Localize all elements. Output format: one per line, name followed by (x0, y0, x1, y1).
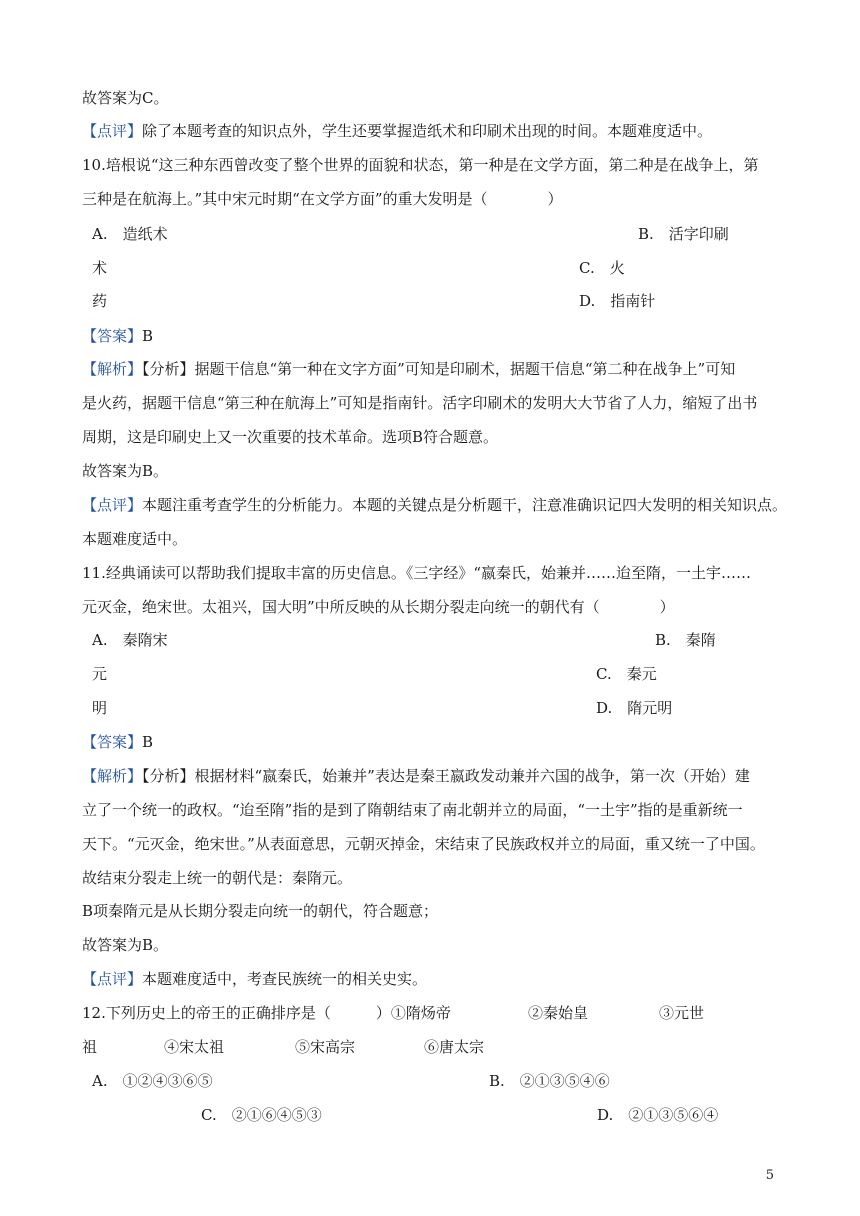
text-line: 明 (92, 699, 108, 717)
text-line: 是火药，据题干信息“第三种在航海上”可知是指南针。活字印刷术的发明大大节省了人力，缩短了出书 (82, 394, 758, 412)
text-line: 周期，这是印刷史上又一次重要的技术革命。选项B符合题意。 (82, 428, 499, 446)
text-line: 天下。“元灭金，绝宋世。”从表面意思，元朝灭掉金，宋结束了民族政权并立的局面，重又统一了中国。 (82, 835, 765, 853)
text-line: 元 (92, 665, 108, 683)
option-b: B. ②①③⑤④⑥ (489, 1072, 610, 1090)
option-d: D. 指南针 (579, 292, 656, 310)
emperor-item: ⑥唐太宗 (424, 1038, 485, 1056)
text-line: 术 (92, 259, 108, 277)
option-a: A. ①②④③⑥⑤ (92, 1072, 213, 1090)
text-line: 故答案为B。 (82, 936, 169, 954)
text-line: 【点评】除了本题考查的知识点外，学生还要掌握造纸术和印刷术出现的时间。本题难度适中。 (82, 122, 713, 140)
option-d: D. ②①③⑤⑥④ (597, 1106, 719, 1124)
text-line: 本题难度适中。 (82, 530, 188, 548)
option-b: B. 秦隋 (655, 631, 716, 649)
option-c: C. 秦元 (596, 665, 657, 683)
text-line: 药 (92, 292, 108, 310)
analysis-line: 【解析】【分析】根据材料“嬴秦氏，始兼并”表达是秦王嬴政发动兼并六国的战争，第一次（开始）建 (82, 767, 750, 785)
analysis-line: 【解析】【分析】据题干信息“第一种在文字方面”可知是印刷术，据题干信息“第二种在战争上”可知 (82, 360, 736, 378)
option-c: C. 火 (579, 259, 625, 277)
page-number: 5 (765, 1168, 774, 1183)
option-a: A. 秦隋宋 (92, 631, 168, 649)
text-line: 故答案为C。 (82, 89, 169, 107)
text-line: 三种是在航海上。”其中宋元时期“在文学方面”的重大发明是（ ） (82, 190, 563, 208)
text-line: 故答案为B。 (82, 462, 169, 480)
text-line: B项秦隋元是从长期分裂走向统一的朝代，符合题意； (82, 902, 439, 920)
text-line: 祖 (82, 1038, 98, 1056)
comment-line: 【点评】本题难度适中，考查民族统一的相关史实。 (82, 970, 428, 988)
option-a: A. 造纸术 (92, 225, 168, 243)
question-12: 12.下列历史上的帝王的正确排序是（ ）①隋炀帝 (82, 1004, 451, 1022)
text-line: 元灭金，绝宋世。太祖兴，国大明”中所反映的从长期分裂走向统一的朝代有（ ） (82, 598, 675, 616)
text-line: 故结束分裂走上统一的朝代是：秦隋元。 (82, 869, 353, 887)
emperor-item: ④宋太祖 (164, 1038, 225, 1056)
option-d: D. 隋元明 (596, 699, 673, 717)
answer-line: 【答案】B (82, 733, 154, 751)
emperor-item: ②秦始皇 (528, 1004, 589, 1022)
emperor-item: ⑤宋高宗 (295, 1038, 356, 1056)
comment-line: 【点评】本题注重考查学生的分析能力。本题的关键点是分析题干，注意准确识记四大发明的相关知识点。 (82, 496, 788, 514)
answer-line: 【答案】B (82, 327, 154, 345)
option-c: C. ②①⑥④⑤③ (201, 1106, 322, 1124)
question-10: 10.培根说“这三种东西曾改变了整个世界的面貌和状态，第一种是在文学方面，第二种是在战争上，第 (82, 156, 759, 174)
question-11: 11.经典诵读可以帮助我们提取丰富的历史信息。《三字经》“嬴秦氏，始兼并……迨至隋，一土宇…… (82, 564, 752, 582)
emperor-item: ③元世 (659, 1004, 705, 1022)
option-b: B. 活字印刷 (638, 225, 729, 243)
text-line: 立了一个统一的政权。“迨至隋”指的是到了隋朝结束了南北朝并立的局面，“一土宇”指的是重新统一 (82, 801, 743, 819)
